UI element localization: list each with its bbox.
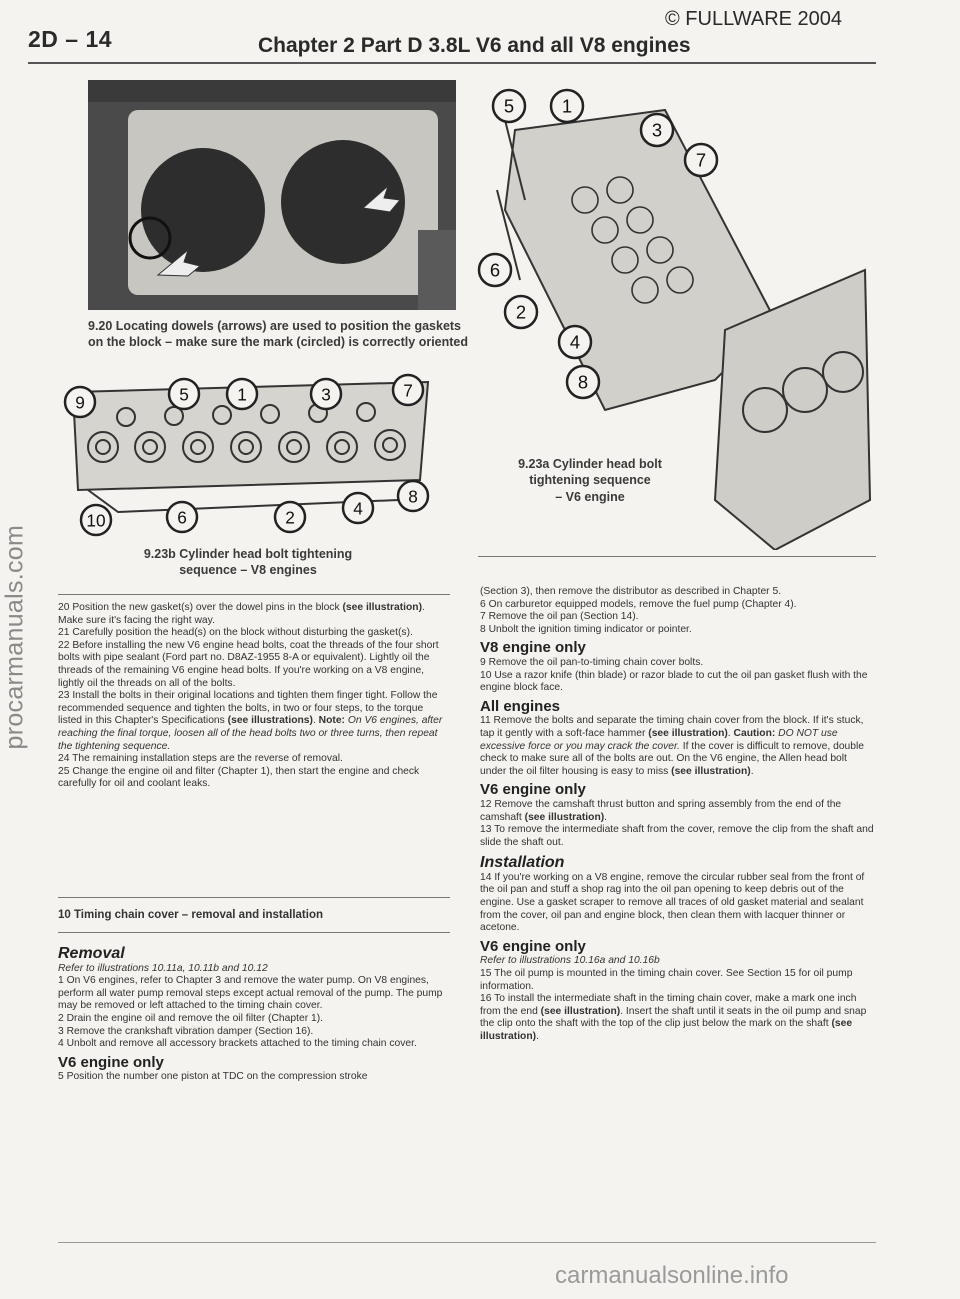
right-text-column (480, 586, 876, 1044)
step-8: 8 Unbolt the ignition timing indicator or pointer. (480, 623, 692, 635)
v8-bolt-label-4: 4 (353, 498, 363, 519)
step-16: 16 To install the intermediate shaft in the timing chain cover, make a mark one inch from the end (see illustration). Insert the shaft until it seats in the oil pump and snap the clip onto the shaft with the top of the clip just below the mark on the shaft (see illustration). (480, 993, 867, 1042)
step-10: 10 Use a razor knife (thin blade) or razor blade to cut the oil pan gasket flush with the engine block face. (480, 669, 868, 694)
step-6: 6 On carburetor equipped models, remove the fuel pump (Chapter 4). (480, 598, 797, 610)
figure-9-23b-diagram (58, 372, 438, 542)
para-20: 20 Position the new gasket(s) over the dowel pins in the block (see illustration). Make sure it's facing the right way. (58, 602, 425, 626)
step-9: 9 Remove the oil pan-to-timing chain cover bolts. (480, 656, 704, 668)
right-figure-rule (478, 556, 876, 557)
v8-bolt-label-2: 2 (285, 507, 295, 528)
removal-heading: Removal (58, 945, 125, 962)
v6-bolt-label-1: 1 (561, 95, 573, 117)
para-22: 22 Before installing the new V6 engine head bolts, coat the threads of the four short bolts with pipe sealant (Ford part no. D8AZ-1955 8-A or equivalent). Lightly oil the threads of the remaining V6 engine head bolts. If you're working on a V8 engine, lightly oil the threads on all of the bolts. (58, 639, 439, 689)
step-15: 15 The oil pump is mounted in the timing chain cover. See Section 15 for oil pump information. (480, 968, 853, 992)
step-12: 12 Remove the camshaft thrust button and spring assembly from the end of the camshaft (see illustration). (480, 798, 842, 823)
side-watermark: procarmanuals.com (0, 524, 29, 750)
step-1: 1 On V6 engines, refer to Chapter 3 and remove the water pump. On V8 engines, perform all water pump removal steps except actual removal of the pump. The pump may be removed or left attached to the timing chain cover. (58, 975, 443, 1012)
chapter-title: Chapter 2 Part D 3.8L V6 and all V8 engines (258, 34, 691, 57)
left-removal-column (58, 940, 450, 1084)
page-number: 2D – 14 (28, 26, 113, 52)
step-13: 13 To remove the intermediate shaft from the cover, remove the clip from the shaft and slide the shaft out. (480, 824, 874, 848)
figure-9-23b-caption: 9.23b Cylinder head bolt tightening sequence – V8 engines (143, 547, 353, 578)
figure-9-20-caption: 9.20 Locating dowels (arrows) are used to position the gaskets on the block – make sure the mark (circled) is correctly oriented (88, 319, 468, 350)
v8-bolt-label-1: 1 (237, 384, 247, 405)
header-rule (28, 62, 876, 64)
step-5: 5 Position the number one piston at TDC on the compression stroke (58, 1071, 368, 1083)
v8-head-drawing (58, 372, 438, 542)
v8-bolt-label-7: 7 (403, 380, 413, 401)
para-21: 21 Carefully position the head(s) on the block without disturbing the gasket(s). (58, 627, 413, 639)
step-4: 4 Unbolt and remove all accessory brackets attached to the timing chain cover. (58, 1038, 417, 1050)
section-bottom-rule (58, 932, 450, 933)
v6-bolt-label-6: 6 (489, 259, 501, 281)
para-25: 25 Change the engine oil and filter (Chapter 1), then start the engine and check carefully for oil and coolant leaks. (58, 765, 420, 790)
footer-rule (58, 1242, 876, 1243)
v6-bolt-label-7: 7 (695, 149, 707, 171)
v6-bolt-label-2: 2 (515, 301, 527, 323)
step-2: 2 Drain the engine oil and remove the oil filter (Chapter 1). (58, 1012, 323, 1024)
left-figure-rule (58, 594, 450, 595)
para-23: 23 Install the bolts in their original locations and tighten them finger tight. Follow the recommended sequence and tighten the bolts, in two or four steps, to the torque listed in this Chapter's Specifications (see illustrations). Note: On V6 engines, after reaching the final torque, loosen all of the head bolts two or three turns, then repeat the tightening sequence. (58, 690, 443, 752)
v8-bolt-label-10: 10 (86, 510, 106, 531)
copyright-notice: © FULLWARE 2004 (665, 8, 843, 30)
para-24: 24 The remaining installation steps are the reverse of removal. (58, 753, 343, 765)
installation-reference: Refer to illustrations 10.16a and 10.16b (480, 955, 660, 967)
section-10-title: 10 Timing chain cover – removal and installation (58, 909, 324, 921)
section-top-rule (58, 897, 450, 898)
v6-only-heading: V6 engine only (58, 1053, 164, 1071)
v6-only-heading-2: V6 engine only (480, 781, 586, 799)
gasket-photo-drawing (88, 80, 456, 310)
v8-only-heading: V8 engine only (480, 639, 586, 657)
v8-bolt-label-9: 9 (75, 392, 85, 413)
v6-bolt-label-4: 4 (569, 331, 581, 353)
step-3: 3 Remove the crankshaft vibration damper (Section 16). (58, 1025, 314, 1037)
step-11: 11 Remove the bolts and separate the timing chain cover from the block. If it's stuck, tap it gently with a soft-face hammer (see illustration). Caution: DO NOT use excessive force or you may crack the cover. If the cover is difficult to remove, double check to make sure all of the bolts are out. On the V6 engine, the Allen head bolt under the oil filter housing is easy to miss (see illustration). (480, 715, 865, 777)
left-text-column (58, 602, 450, 791)
v8-bolt-label-8: 8 (408, 486, 418, 507)
v8-bolt-label-3: 3 (321, 384, 331, 405)
step-7: 7 Remove the oil pan (Section 14). (480, 611, 639, 623)
v8-bolt-label-6: 6 (177, 507, 187, 528)
step-14: 14 If you're working on a V8 engine, remove the circular rubber seal from the front of the oil pan and stuff a shop rag into the oil pan opening to keep debris out of the engine. Use a gasket scraper to remove all traces of old gasket material and sealant from the cover, oil pan and engine block, then clean them with lacquer thinner or acetone. (480, 871, 865, 934)
installation-heading: Installation (480, 854, 565, 872)
bottom-watermark: carmanualsonline.info (555, 1262, 789, 1289)
removal-reference: Refer to illustrations 10.11a, 10.11b and 10.12 (58, 962, 268, 974)
v6-bolt-label-3: 3 (651, 119, 663, 141)
v6-bolt-label-5: 5 (503, 95, 515, 117)
figure-9-23a-caption: 9.23a Cylinder head bolt tightening sequence – V6 engine (518, 457, 662, 504)
v8-bolt-label-5: 5 (179, 384, 189, 405)
v6-only-heading-3: V6 engine only (480, 937, 586, 955)
all-engines-heading: All engines (480, 697, 561, 715)
v6-bolt-label-8: 8 (577, 371, 589, 393)
figure-9-20-photo (88, 80, 456, 310)
step-5-continued: (Section 3), then remove the distributor as described in Chapter 5. (480, 586, 782, 597)
